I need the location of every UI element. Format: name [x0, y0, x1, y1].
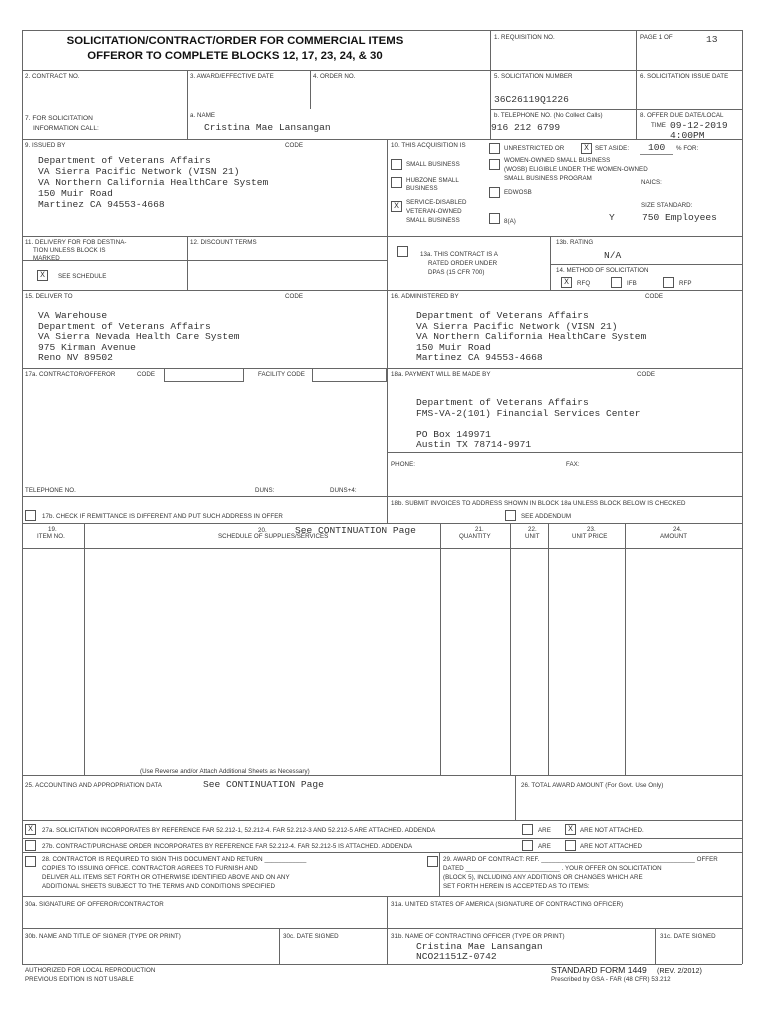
27b-are-not-checkbox[interactable] [565, 840, 576, 851]
order-no-label: 4. ORDER NO. [313, 73, 356, 80]
footer-revision: (REV. 2/2012) [657, 966, 702, 975]
col19-number: 19. [48, 526, 57, 533]
col-schedule: SCHEDULE OF SUPPLIES/SERVICES [218, 533, 329, 540]
wosb-label-3: SMALL BUSINESS PROGRAM [504, 175, 592, 182]
telephone-value[interactable]: 916 212 6799 [491, 122, 561, 133]
29-checkbox[interactable] [427, 856, 438, 867]
facility-code-label: FACILITY CODE [258, 371, 305, 378]
form-subtitle: OFFEROR TO COMPLETE BLOCKS 12, 17, 23, 24, & 30 [87, 50, 383, 62]
requisition-no-label: 1. REQUISITION NO. [494, 34, 555, 41]
remittance-checkbox[interactable] [25, 510, 36, 521]
rfq-label: RFQ [577, 280, 591, 287]
28-line-1: 28. CONTRACTOR IS REQUIRED TO SIGN THIS DOCUMENT AND RETURN ____________ [42, 856, 307, 863]
rfp-label: RFP [679, 280, 692, 287]
see-addendum-label: SEE ADDENDUM [521, 513, 572, 520]
delivery-fob-label-1: 11. DELIVERY FOR FOB DESTINA- [25, 239, 127, 246]
issued-by-label: 9. ISSUED BY [25, 142, 66, 149]
percent-for-label: % FOR: [676, 145, 699, 152]
deliver-to-code-label: CODE [285, 293, 304, 300]
signer-name-label: 30b. NAME AND TITLE OF SIGNER (TYPE OR PRINT) [25, 933, 181, 940]
28-line-3: DELIVER ALL ITEMS SET FORTH OR OTHERWISE IDENTIFIED ABOVE AND ON ANY [42, 874, 290, 881]
footer-previous: PREVIOUS EDITION IS NOT USABLE [25, 976, 134, 983]
size-standard-value[interactable]: 750 Employees [642, 212, 717, 223]
co-date-label: 31c. DATE SIGNED [660, 933, 716, 940]
col21-number: 21. [475, 526, 484, 533]
unrestricted-checkbox[interactable] [489, 143, 500, 154]
naics-label: NAICS: [641, 179, 662, 186]
deliver-to-address: VA Warehouse Department of Veterans Affairs VA Sierra Nevada Health Care System 975 Kirman Avenue Reno NV 89502 [38, 310, 240, 364]
footer-form-number: STANDARD FORM 1449 [551, 965, 647, 975]
ifb-label: IFB [627, 280, 637, 287]
col24-number: 24. [673, 526, 682, 533]
col-quantity: QUANTITY [459, 533, 491, 540]
set-aside-label: SET ASIDE: [595, 145, 630, 152]
contracting-officer-id[interactable]: NCO21151Z-0742 [416, 951, 497, 962]
acquisition-label: 10. THIS ACQUISITION IS [391, 142, 466, 149]
edwosb-label: EDWOSB [504, 189, 532, 196]
accounting-label: 25. ACCOUNTING AND APPROPRIATION DATA [25, 782, 162, 789]
footer-prescribed: Prescribed by GSA - FAR (48 CFR) 53.212 [551, 976, 671, 983]
27a-label: 27a. SOLICITATION INCORPORATES BY REFERENCE FAR 52.212-1, 52.212-4. FAR 52.212-3 AND 52.212-5 ARE ATTACHED. ADDENDA [42, 827, 436, 834]
payment-label: 18a. PAYMENT WILL BE MADE BY [391, 371, 491, 378]
telephone-label: b. TELEPHONE NO. (No Collect Calls) [494, 112, 603, 119]
total-award-label: 26. TOTAL AWARD AMOUNT (For Govt. Use Only) [521, 782, 664, 789]
schedule-value[interactable]: See CONTINUATION Page [295, 525, 416, 536]
28-line-2: COPIES TO ISSUING OFFICE. CONTRACTOR AGREES TO FURNISH AND [42, 865, 258, 872]
eight-a-label: 8(A) [504, 218, 516, 225]
sdvosb-label-2: VETERAN-OWNED [406, 208, 462, 215]
hubzone-checkbox[interactable] [391, 177, 402, 188]
contractor-code-label: CODE [137, 371, 156, 378]
27b-are-not-label: ARE NOT ATTACHED [580, 843, 642, 850]
sdvosb-checkbox[interactable]: X [391, 201, 402, 212]
rating-label: 13b. RATING [556, 239, 594, 246]
administered-by-address: Department of Veterans Affairs VA Sierra Pacific Network (VISN 21) VA Northern California HealthCare System 150 Muir Road Martinez CA 94553-4668 [416, 310, 647, 364]
time-label: TIME [651, 122, 666, 129]
payment-address: Department of Veterans Affairs FMS-VA-2(101) Financial Services Center PO Box 149971 Austin TX 78714-9971 [416, 397, 641, 451]
name-label: a. NAME [190, 112, 216, 119]
contract-no-label: 2. CONTRACT NO. [25, 73, 80, 80]
29-line-1: 29. AWARD OF CONTRACT: REF. ____________________________________________ OFFER [443, 856, 718, 863]
issued-by-code-label: CODE [285, 142, 304, 149]
27b-label: 27b. CONTRACT/PURCHASE ORDER INCORPORATES BY REFERENCE FAR 52.212-4. FAR 52.212-5 IS ATTACHED. ADDENDA [42, 843, 413, 850]
page-label: PAGE 1 OF [640, 34, 673, 41]
payment-phone-label: PHONE: [391, 461, 416, 468]
issued-by-address: Department of Veterans Affairs VA Sierra Pacific Network (VISN 21) VA Northern California HealthCare System 150 Muir Road Martinez CA 94553-4668 [38, 155, 269, 210]
29-line-4: SET FORTH HEREIN IS ACCEPTED AS TO ITEMS: [443, 883, 590, 890]
unrestricted-label: UNRESTRICTED OR [504, 145, 565, 152]
rated-order-label-2: RATED ORDER UNDER [428, 260, 498, 267]
27a-are-not-checkbox[interactable]: X [565, 824, 576, 835]
sdvosb-label-1: SERVICE-DISABLED [406, 199, 467, 206]
27b-are-checkbox[interactable] [522, 840, 533, 851]
edwosb-checkbox[interactable] [489, 187, 500, 198]
27a-are-not-label: ARE NOT ATTACHED. [580, 827, 644, 834]
submit-invoices-label: 18b. SUBMIT INVOICES TO ADDRESS SHOWN IN BLOCK 18a UNLESS BLOCK BELOW IS CHECKED [391, 500, 686, 507]
hubzone-label-1: HUBZONE SMALL [406, 177, 459, 184]
small-business-checkbox[interactable] [391, 159, 402, 170]
contact-name-value[interactable]: Cristina Mae Lansangan [204, 122, 331, 133]
contractor-label: 17a. CONTRACTOR/OFFEROR [25, 371, 116, 378]
28-checkbox[interactable] [25, 856, 36, 867]
discount-terms-label: 12. DISCOUNT TERMS [190, 239, 257, 246]
col-amount: AMOUNT [660, 533, 688, 540]
rated-order-label-1: 13a. THIS CONTRACT IS A [420, 251, 498, 258]
rated-order-checkbox[interactable] [397, 246, 408, 257]
27b-checkbox[interactable] [25, 840, 36, 851]
28-line-4: ADDITIONAL SHEETS SUBJECT TO THE TERMS AND CONDITIONS SPECIFIED [42, 883, 276, 890]
wosb-checkbox[interactable] [489, 159, 500, 170]
sdvosb-label-3: SMALL BUSINESS [406, 217, 460, 224]
usa-signature-label: 31a. UNITED STATES OF AMERICA (SIGNATURE OF CONTRACTING OFFICER) [391, 901, 624, 908]
payment-code-label: CODE [637, 371, 656, 378]
delivery-fob-label-2: TION UNLESS BLOCK IS [33, 247, 106, 254]
contracting-officer-name[interactable]: Cristina Mae Lansangan [416, 941, 543, 952]
eight-a-value[interactable]: Y [609, 212, 615, 223]
contracting-officer-label: 31b. NAME OF CONTRACTING OFFICER (TYPE OR PRINT) [391, 933, 565, 940]
see-schedule-label: SEE SCHEDULE [58, 273, 107, 280]
offeror-signature-label: 30a. SIGNATURE OF OFFEROR/CONTRACTOR [25, 901, 164, 908]
administered-by-label: 16. ADMINISTERED BY [391, 293, 459, 300]
size-standard-label: SIZE STANDARD: [641, 202, 693, 209]
offer-due-time-value[interactable]: 4:00PM [670, 130, 705, 141]
rating-value[interactable]: N/A [604, 250, 622, 261]
accounting-value[interactable]: See CONTINUATION Page [203, 779, 324, 790]
offer-due-date-value[interactable]: 09-12-2019 [670, 120, 728, 131]
remittance-label: 17b. CHECK IF REMITTANCE IS DIFFERENT AND PUT SUCH ADDRESS IN OFFER [42, 513, 283, 520]
rfq-checkbox[interactable]: X [561, 277, 572, 288]
payment-fax-label: FAX: [566, 461, 580, 468]
solicitation-issue-date-label: 6. SOLICITATION ISSUE DATE [640, 73, 729, 80]
form-title: SOLICITATION/CONTRACT/ORDER FOR COMMERCIAL ITEMS [66, 35, 404, 47]
ifb-checkbox[interactable] [611, 277, 622, 288]
col22-number: 22. [528, 526, 537, 533]
see-schedule-checkbox[interactable]: X [37, 270, 48, 281]
hubzone-label-2: BUSINESS [406, 185, 438, 192]
eight-a-checkbox[interactable] [489, 213, 500, 224]
offer-due-label: 8. OFFER DUE DATE/LOCAL [640, 112, 724, 119]
for-solicitation-label: 7. FOR SOLICITATION [25, 115, 93, 122]
29-line-3: (BLOCK 5), INCLUDING ANY ADDITIONS OR CHANGES WHICH ARE [443, 874, 643, 881]
col23-number: 23. [587, 526, 596, 533]
27a-checkbox[interactable]: X [25, 824, 36, 835]
method-label: 14. METHOD OF SOLICITATION [556, 267, 649, 274]
see-addendum-checkbox[interactable] [505, 510, 516, 521]
col-unit: UNIT [525, 533, 540, 540]
information-call-label: INFORMATION CALL: [33, 125, 99, 132]
set-aside-percent[interactable]: 100 [648, 142, 666, 153]
27a-are-checkbox[interactable] [522, 824, 533, 835]
award-date-label: 3. AWARD/EFFECTIVE DATE [190, 73, 274, 80]
administered-by-code-label: CODE [645, 293, 664, 300]
wosb-label-1: WOMEN-OWNED SMALL BUSINESS [504, 157, 611, 164]
solicitation-number-label: 5. SOLICITATION NUMBER [494, 73, 573, 80]
footer-authorized: AUTHORIZED FOR LOCAL REPRODUCTION [25, 967, 156, 974]
wosb-label-2: (WOSB) ELIGIBLE UNDER THE WOMEN-OWNED [504, 166, 648, 173]
rated-order-label-3: DPAS (15 CFR 700) [428, 269, 485, 276]
contractor-telephone-label: TELEPHONE NO. [25, 487, 76, 494]
27a-are-label: ARE [538, 827, 551, 834]
duns-label: DUNS: [255, 487, 275, 494]
27b-are-label: ARE [538, 843, 551, 850]
col-item-no: ITEM NO. [37, 533, 65, 540]
reverse-note: (Use Reverse and/or Attach Additional Sheets as Necessary) [140, 768, 310, 775]
29-line-2: DATED ___________________________ . YOUR OFFER ON SOLICITATION [443, 865, 662, 872]
set-aside-checkbox[interactable]: X [581, 143, 592, 154]
rfp-checkbox[interactable] [663, 277, 674, 288]
signer-date-label: 30c. DATE SIGNED [283, 933, 339, 940]
page-total: 13 [706, 34, 718, 45]
duns4-label: DUNS+4: [330, 487, 357, 494]
small-business-label: SMALL BUSINESS [406, 161, 460, 168]
solicitation-number-value[interactable]: 36C26119Q1226 [494, 94, 569, 105]
delivery-fob-label-3: MARKED [33, 255, 60, 262]
col20-number: 20. [258, 527, 267, 534]
deliver-to-label: 15. DELIVER TO [25, 293, 73, 300]
col-unit-price: UNIT PRICE [572, 533, 608, 540]
